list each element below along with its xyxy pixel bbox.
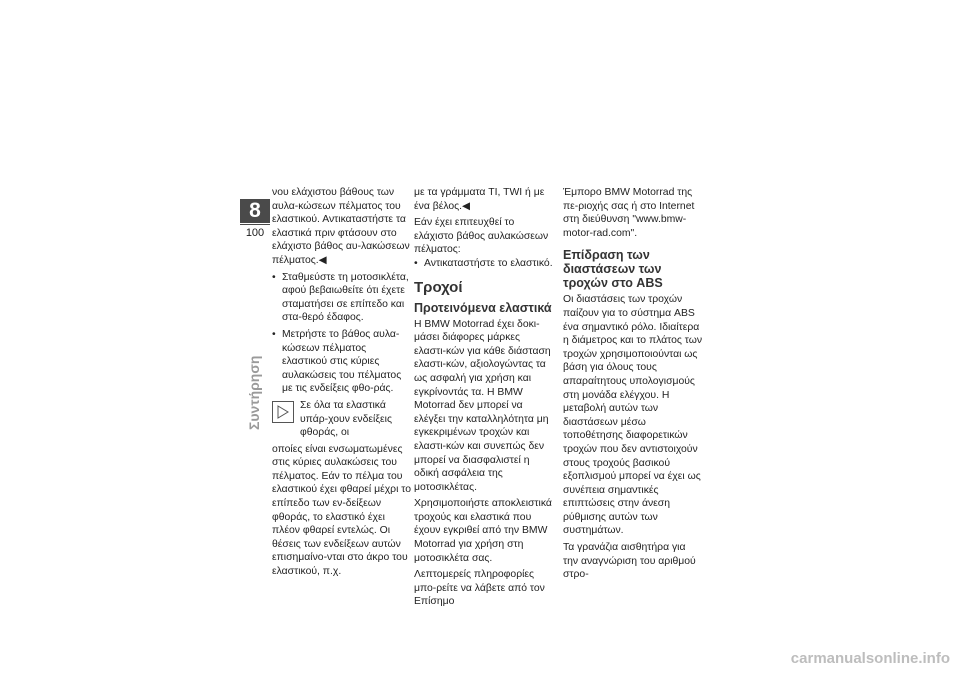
watermark-url: carmanualsonline.info <box>790 650 950 667</box>
paragraph: Τα γρανάζια αισθητήρα για την αναγνώριση του αριθμού στρο- <box>563 542 696 581</box>
paragraph: με τα γράμματα TI, TWI ή με ένα βέλος.◀ <box>414 187 545 212</box>
bullet-item <box>414 257 554 271</box>
chapter-number-badge: 8 <box>240 199 270 223</box>
section-side-title: Συντήρηση <box>246 355 262 430</box>
section-heading: Τροχοί <box>414 278 463 296</box>
bullet-dot: • <box>272 271 276 283</box>
paragraph: Η BMW Motorrad έχει δοκι-μάσει διάφορες μάρκες ελαστι-κών για κάθε διάσταση ελαστι-κών, αξιολογώντας τα ως ασφαλή για χρήση και εγκρίνοντάς τα. Η BMW Motorrad δεν μπορεί να ελέγξει την καταλληλότητα μη εγκεκριμένων τροχών και ελαστι-κών και συνεπώς δεν μπορεί να διασφαλιστεί η οδική ασφάλεια της μοτοσικλέτας. <box>414 318 551 493</box>
bullet-text: Αντικαταστήστε το ελαστικό. <box>424 257 553 269</box>
paragraph: νου ελάχιστου βάθους των αυλα-κώσεων πέλματος του ελαστικού. Αντικαταστήστε τα ελαστικά πριν φτάσουν στο ελάχιστο βάθος αυ-λακώσεων πέλματος.◀ <box>272 187 410 266</box>
bullet-item <box>272 271 412 325</box>
bullet-dot: • <box>272 328 276 340</box>
bullet-text: Μετρήστε το βάθος αυλα-κώσεων πέλματος ελαστικού στις κύριες αυλακώσεις του πέλματος με τις ενδείξεις φθο-ράς. <box>282 328 402 395</box>
bullet-dot: • <box>414 257 418 269</box>
bullet-item <box>272 328 412 396</box>
text-column-1 <box>272 186 412 582</box>
bullet-text: Σταθμεύστε τη μοτοσικλέτα, αφού βεβαιωθείτε ότι έχετε σταματήσει σε επίπεδο και στα-θερό έδαφος. <box>282 271 409 324</box>
text-column-3 <box>563 186 703 585</box>
note-triangle-icon <box>272 401 294 423</box>
paragraph: Έμπορο BMW Motorrad της πε-ριοχής σας ή στο Internet στη διεύθυνση "www.bmw-motor-rad.com". <box>563 187 695 239</box>
page-number: 100 <box>240 224 270 242</box>
note-text-start: Σε όλα τα ελαστικά υπάρ-χουν ενδείξεις φθοράς, οι <box>300 399 392 439</box>
paragraph: Εάν έχει επιτευχθεί το ελάχιστο βάθος αυλακώσεων πέλματος: <box>414 217 549 256</box>
subsection-heading: Προτεινόμενα ελαστικά <box>414 300 552 315</box>
paragraph: Λεπτομερείς πληροφορίες μπο-ρείτε να λάβετε από τον Επίσημο <box>414 569 545 608</box>
text-column-2 <box>414 186 554 612</box>
paragraph: Χρησιμοποιήστε αποκλειστικά τροχούς και ελαστικά που έχουν εγκριθεί από την BMW Motorrad για χρήση στη μοτοσικλέτα σας. <box>414 498 552 564</box>
paragraph: Οι διαστάσεις των τροχών παίζουν για το σύστημα ABS ένα σημαντικό ρόλο. Ιδιαίτερα η διάμετρος και το πλάτος των τροχών χρησιμοποιούνται ως βάση για όλους τους απαραίτητους υπολογισμούς στη μονάδα ελέγχου. Η μεταβολή αυτών των διαστάσεων μέσω τοποθέτησης διαφορετικών τροχών που δεν αντιστοιχούν στους τροχούς βασικού εξοπλισμού μπορεί να έχει ως συνέπεια σημαντικές επιπτώσεις στην άνεση ρύθμισης αυτών των συστημάτων. <box>563 294 703 537</box>
note-text: οποίες είναι ενσωματωμένες στις κύριες αυλακώσεις του πέλματος. Εάν το πέλμα του ελαστικού έχει φθαρεί μέχρι το επίπεδο των εν-δείξεων φθοράς, το ελαστικό έχει πλέον φθαρεί εντελώς. Οι θέσεις των ενδείξεων αυτών επισημαίνο-νται στο άκρο του ελαστικού, π.χ. <box>272 443 412 578</box>
subsection-heading: Επίδραση των διαστάσεων των τροχών στο ABS <box>563 248 663 291</box>
note-block <box>272 399 412 579</box>
